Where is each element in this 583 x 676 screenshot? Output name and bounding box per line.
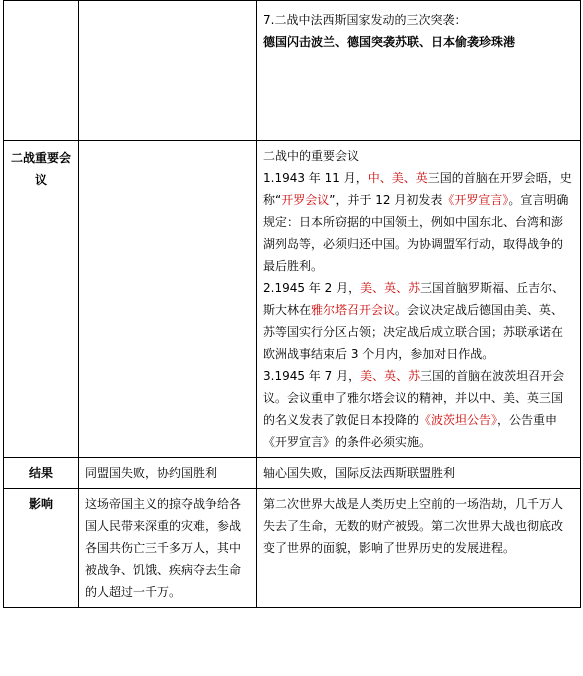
yalta-text-1: 三国首脑罗斯福、丘吉尔、斯大林在 xyxy=(263,281,565,317)
row1-ww2-cell xyxy=(257,1,581,141)
cairo-text-1: 三国的首脑在开罗会晤，史称“ xyxy=(263,171,572,207)
row2-ww1-cell xyxy=(79,141,257,458)
conferences-label: 二战重要会议 xyxy=(10,151,71,187)
row4-ww2-cell xyxy=(257,489,581,608)
yalta-conference-name: 雅尔塔召开会议 xyxy=(311,303,396,317)
ww1-result: 同盟国失败，协约国胜利 xyxy=(85,466,218,480)
row2-ww2-cell xyxy=(257,141,581,458)
potsdam-countries: 美、英、苏 xyxy=(360,369,421,383)
row1-ww1-cell xyxy=(79,1,257,141)
row3-label-cell xyxy=(4,458,79,489)
conferences-intro: 二战中的重要会议 xyxy=(263,149,360,163)
surprise-attacks-heading: 7.二战中法西斯国家发动的三次突袭： xyxy=(263,13,467,27)
row4-label-cell xyxy=(4,489,79,608)
row2-label-cell xyxy=(4,141,79,458)
ww2-result: 轴心国失败，国际反法西斯联盟胜利 xyxy=(263,466,456,480)
cairo-text-2: ”，并于 12 月初发表 xyxy=(329,193,443,207)
row4-ww1-cell xyxy=(79,489,257,608)
row3-ww2-cell xyxy=(257,458,581,489)
yalta-countries: 美、英、苏 xyxy=(360,281,421,295)
yalta-text-2: 。会议决定战后德国由美、英、苏等国实行分区占领；决定战后成立联合国；苏联承诺在欧洲战事结束后 3 个月内，参加对日作战。 xyxy=(263,303,564,361)
cairo-date: 1.1943 年 11 月， xyxy=(263,171,368,185)
cairo-text-3: 。宣言明确规定：日本所窃据的中国领土，例如中国东北、台湾和澎湖列岛等，必须归还中国。为协调盟军行动，取得战争的最后胜利。 xyxy=(263,193,569,273)
row1-label-cell xyxy=(4,1,79,141)
table-row-result xyxy=(4,458,581,489)
ww1-impact: 这场帝国主义的掠夺战争给各国人民带来深重的灾难，参战各国共伤亡三千多万人，其中被战争、饥饿、疾病夺去生命的人超过一千万。 xyxy=(85,497,242,599)
cairo-paragraph xyxy=(263,167,574,277)
potsdam-date: 3.1945 年 7 月， xyxy=(263,369,361,383)
table-row-surprise-attacks xyxy=(4,1,581,141)
potsdam-paragraph xyxy=(263,365,574,453)
cairo-declaration: 《开罗宣言》 xyxy=(442,193,509,207)
history-comparison-table xyxy=(3,0,581,608)
yalta-paragraph xyxy=(263,277,574,365)
potsdam-proclamation: 《波茨坦公告》 xyxy=(419,413,498,427)
cairo-countries: 中、美、英 xyxy=(367,171,428,185)
table-row-conferences xyxy=(4,141,581,458)
potsdam-text-1: 三国的首脑在波茨坦召开会议。会议重申了雅尔塔会议的精神，并以中、美、英三国的名义发表了敦促日本投降的 xyxy=(263,369,565,427)
cairo-conference-name: 开罗会议 xyxy=(281,193,330,207)
table-row-impact xyxy=(4,489,581,608)
row3-ww1-cell xyxy=(79,458,257,489)
yalta-date: 2.1945 年 2 月， xyxy=(263,281,361,295)
surprise-attacks-list: 德国闪击波兰、德国突袭苏联、日本偷袭珍珠港 xyxy=(263,35,516,49)
potsdam-text-2: ，公告重申《开罗宣言》的条件必须实施。 xyxy=(263,413,558,449)
result-label: 结果 xyxy=(28,466,53,480)
impact-label: 影响 xyxy=(28,497,53,511)
ww2-impact: 第二次世界大战是人类历史上空前的一场浩劫，几千万人失去了生命，无数的财产被毁。第二次世界大战也彻底改变了世界的面貌，影响了世界历史的发展进程。 xyxy=(263,497,564,555)
